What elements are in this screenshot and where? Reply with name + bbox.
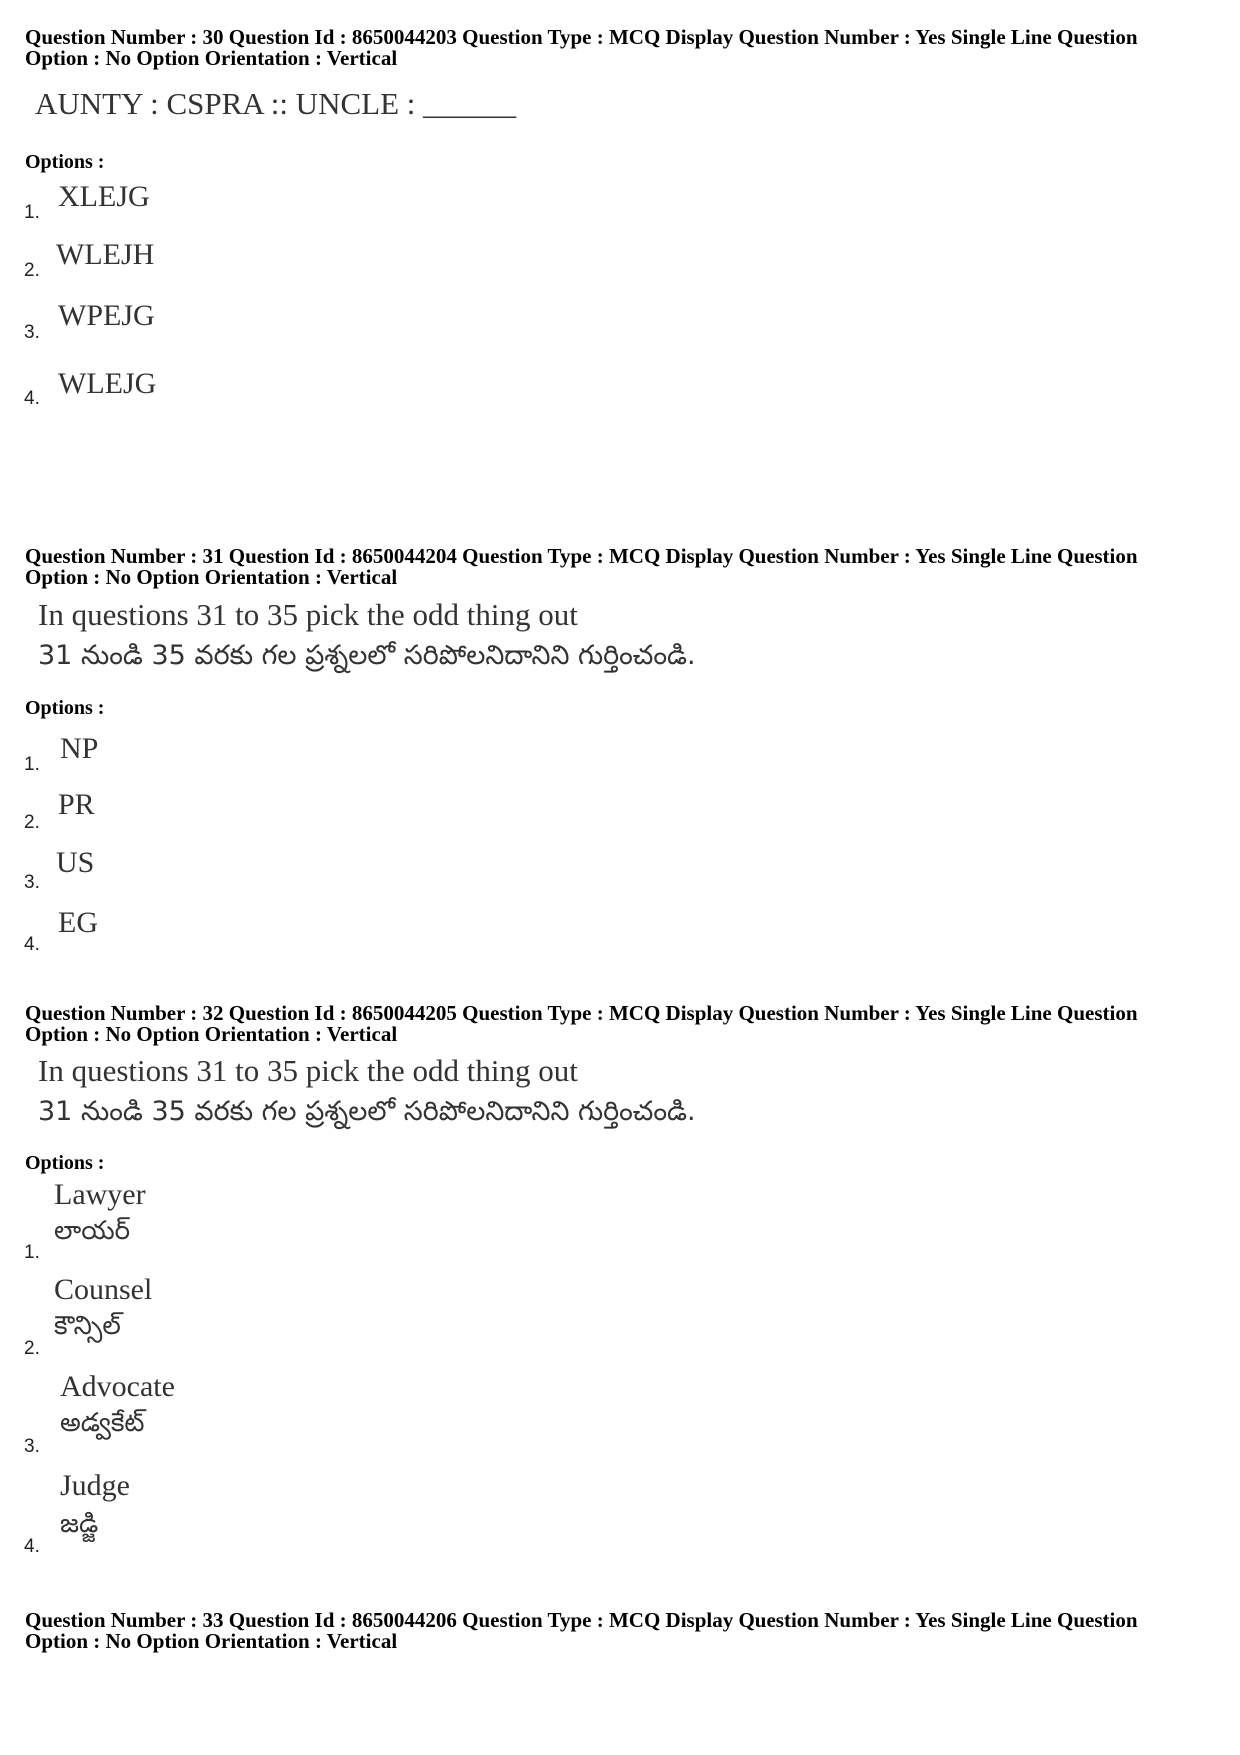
q31-option-1-number: 1. (24, 754, 40, 775)
q30-question-text: AUNTY : CSPRA :: UNCLE : ______ (35, 86, 517, 121)
q32-option-3-number: 3. (24, 1436, 40, 1457)
q32-option-2-text-en[interactable]: Counsel (54, 1273, 153, 1306)
q32-options-label: Options : (25, 1152, 105, 1174)
q31-option-2-text[interactable]: PR (58, 788, 95, 821)
q32-option-1-number: 1. (24, 1242, 40, 1263)
q32-question-text-en: In questions 31 to 35 pick the odd thing out (38, 1053, 578, 1088)
q31-question-text-en: In questions 31 to 35 pick the odd thing out (38, 597, 578, 632)
q31-option-4-text[interactable]: EG (58, 906, 98, 939)
q31-option-3-number: 3. (24, 872, 40, 893)
q32-meta-line2: Option : No Option Orientation : Vertical (25, 1022, 398, 1046)
q31-option-1-text[interactable]: NP (60, 732, 99, 765)
q30-meta-line2: Option : No Option Orientation : Vertical (25, 46, 398, 70)
q30-option-3-text[interactable]: WPEJG (58, 299, 155, 332)
q30-option-1-number: 1. (24, 202, 40, 223)
q32-option-2-text-te[interactable]: కౌన్సిల్ (54, 1311, 121, 1341)
q31-option-4-number: 4. (24, 934, 40, 955)
q32-option-4-text-en[interactable]: Judge (60, 1469, 130, 1502)
q32-option-4-number: 4. (24, 1536, 40, 1557)
q31-option-3-text[interactable]: US (56, 846, 95, 879)
q33-meta-line2: Option : No Option Orientation : Vertical (25, 1629, 398, 1653)
q32-option-2-number: 2. (24, 1338, 40, 1359)
q32-option-3-text-te[interactable]: అడ్వకేట్ (60, 1408, 145, 1438)
q32-option-3-text-en[interactable]: Advocate (60, 1370, 175, 1403)
q33-meta-line1: Question Number : 33 Question Id : 8650044206 Question Type : MCQ Display Question Number : Yes Single Line Question (25, 1608, 1138, 1632)
q32-option-4-text-te[interactable]: జడ్జి (60, 1509, 99, 1539)
q32-meta-line1: Question Number : 32 Question Id : 8650044205 Question Type : MCQ Display Question Number : Yes Single Line Question (25, 1001, 1138, 1025)
q30-option-4-text[interactable]: WLEJG (58, 367, 157, 400)
q30-option-2-number: 2. (24, 260, 40, 281)
q32-option-1-text-en[interactable]: Lawyer (54, 1178, 146, 1211)
q30-option-2-text[interactable]: WLEJH (56, 238, 155, 271)
q30-option-3-number: 3. (24, 322, 40, 343)
q30-option-4-number: 4. (24, 388, 40, 409)
q31-meta-line2: Option : No Option Orientation : Vertical (25, 565, 398, 589)
q31-meta-line1: Question Number : 31 Question Id : 8650044204 Question Type : MCQ Display Question Number : Yes Single Line Question (25, 544, 1138, 568)
q32-question-text-te: 31 నుండి 35 వరకు గల ప్రశ్నలలో సరిపోలనిదానిని గుర్తించండి. (38, 1096, 696, 1127)
q30-option-1-text[interactable]: XLEJG (58, 180, 150, 213)
q31-options-label: Options : (25, 697, 105, 719)
q31-option-2-number: 2. (24, 812, 40, 833)
q30-meta-line1: Question Number : 30 Question Id : 8650044203 Question Type : MCQ Display Question Number : Yes Single Line Question (25, 25, 1138, 49)
q30-options-label: Options : (25, 151, 105, 173)
q31-question-text-te: 31 నుండి 35 వరకు గల ప్రశ్నలలో సరిపోలనిదానిని గుర్తించండి. (38, 640, 696, 671)
q32-option-1-text-te[interactable]: లాయర్ (54, 1216, 131, 1246)
